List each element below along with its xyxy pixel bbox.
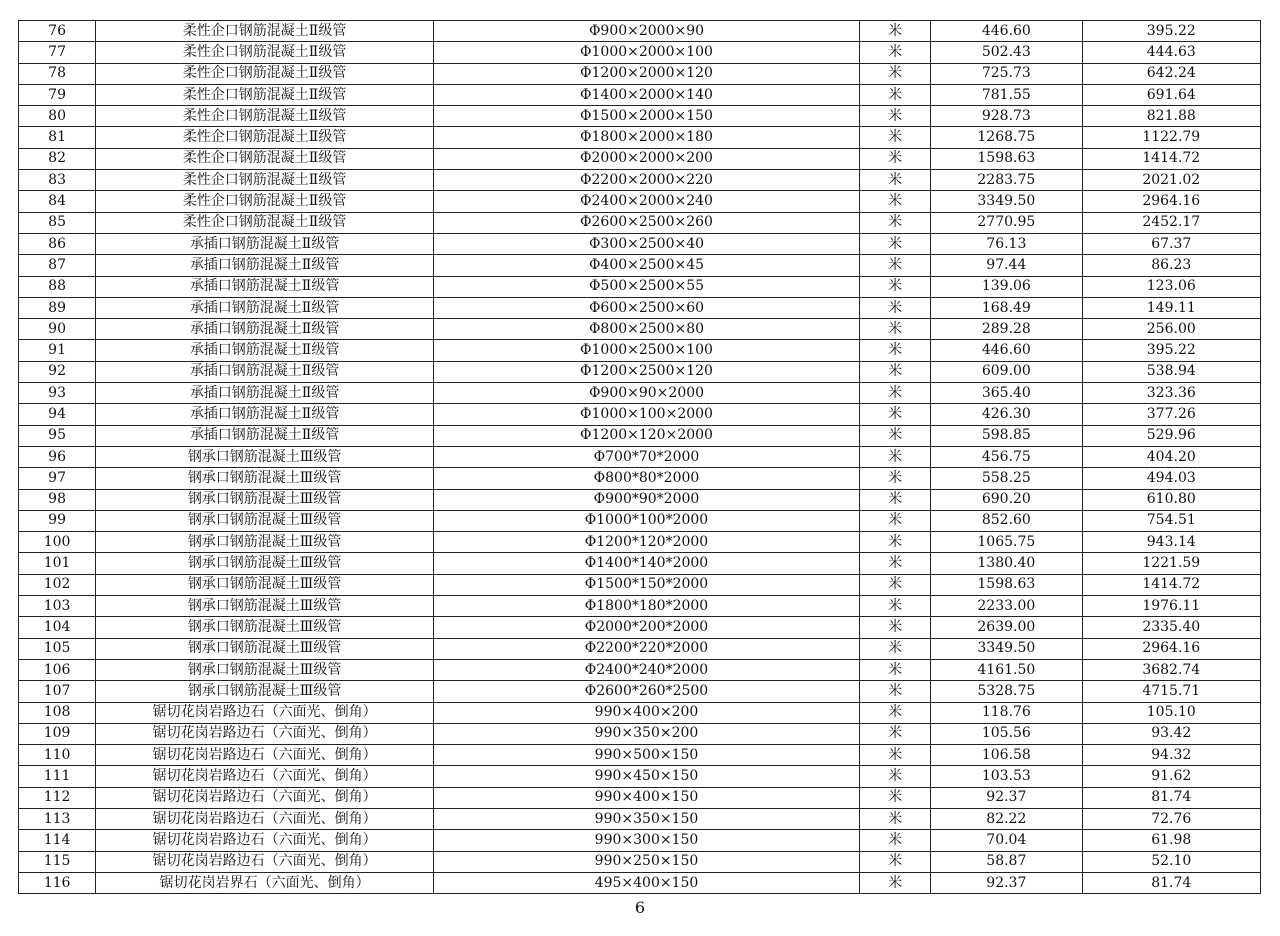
table-row <box>19 212 1261 233</box>
unit-cell: 米 <box>860 383 931 404</box>
specification-cell: 990×350×150 <box>433 808 859 829</box>
table-row <box>19 489 1261 510</box>
price-1-cell: 609.00 <box>931 361 1082 382</box>
item-name-cell: 钢承口钢筋混凝土Ⅲ级管 <box>96 532 434 553</box>
price-2-cell: 444.63 <box>1082 42 1260 63</box>
item-number-cell: 101 <box>19 553 96 574</box>
table-row <box>19 638 1261 659</box>
specification-cell: Φ1400×2000×140 <box>433 84 859 105</box>
price-1-cell: 1065.75 <box>931 532 1082 553</box>
table-row <box>19 766 1261 787</box>
item-name-cell: 锯切花岗岩路边石（六面光、倒角） <box>96 830 434 851</box>
specification-cell: Φ2200×2000×220 <box>433 170 859 191</box>
item-name-cell: 承插口钢筋混凝土Ⅱ级管 <box>96 319 434 340</box>
unit-cell: 米 <box>860 617 931 638</box>
price-1-cell: 502.43 <box>931 42 1082 63</box>
item-number-cell: 114 <box>19 830 96 851</box>
price-2-cell: 1122.79 <box>1082 127 1260 148</box>
item-number-cell: 86 <box>19 233 96 254</box>
price-2-cell: 61.98 <box>1082 830 1260 851</box>
price-1-cell: 2770.95 <box>931 212 1082 233</box>
specification-cell: Φ1400*140*2000 <box>433 553 859 574</box>
price-1-cell: 105.56 <box>931 723 1082 744</box>
unit-cell: 米 <box>860 212 931 233</box>
specification-cell: Φ1000×2500×100 <box>433 340 859 361</box>
specification-cell: Φ700*70*2000 <box>433 446 859 467</box>
item-number-cell: 104 <box>19 617 96 638</box>
item-number-cell: 90 <box>19 319 96 340</box>
price-2-cell: 943.14 <box>1082 532 1260 553</box>
price-2-cell: 377.26 <box>1082 404 1260 425</box>
price-2-cell: 72.76 <box>1082 808 1260 829</box>
table-row <box>19 191 1261 212</box>
table-row <box>19 553 1261 574</box>
item-name-cell: 承插口钢筋混凝土Ⅱ级管 <box>96 297 434 318</box>
price-2-cell: 149.11 <box>1082 297 1260 318</box>
item-number-cell: 103 <box>19 596 96 617</box>
price-1-cell: 1598.63 <box>931 148 1082 169</box>
specification-cell: 990×400×200 <box>433 702 859 723</box>
item-name-cell: 柔性企口钢筋混凝土Ⅱ级管 <box>96 63 434 84</box>
unit-cell: 米 <box>860 276 931 297</box>
price-2-cell: 93.42 <box>1082 723 1260 744</box>
specification-cell: Φ2600*260*2500 <box>433 681 859 702</box>
table-row <box>19 340 1261 361</box>
item-name-cell: 承插口钢筋混凝土Ⅱ级管 <box>96 255 434 276</box>
table-row <box>19 723 1261 744</box>
table-row <box>19 84 1261 105</box>
unit-cell: 米 <box>860 191 931 212</box>
specification-cell: Φ2400*240*2000 <box>433 659 859 680</box>
price-1-cell: 58.87 <box>931 851 1082 872</box>
item-number-cell: 94 <box>19 404 96 425</box>
price-2-cell: 105.10 <box>1082 702 1260 723</box>
price-2-cell: 2964.16 <box>1082 191 1260 212</box>
specification-cell: 990×300×150 <box>433 830 859 851</box>
price-1-cell: 97.44 <box>931 255 1082 276</box>
unit-cell: 米 <box>860 255 931 276</box>
unit-cell: 米 <box>860 63 931 84</box>
specification-cell: Φ1000*100*2000 <box>433 510 859 531</box>
item-name-cell: 柔性企口钢筋混凝土Ⅱ级管 <box>96 42 434 63</box>
price-2-cell: 395.22 <box>1082 21 1260 42</box>
specification-cell: Φ2400×2000×240 <box>433 191 859 212</box>
item-number-cell: 97 <box>19 468 96 489</box>
price-1-cell: 118.76 <box>931 702 1082 723</box>
item-number-cell: 92 <box>19 361 96 382</box>
price-2-cell: 754.51 <box>1082 510 1260 531</box>
item-name-cell: 钢承口钢筋混凝土Ⅲ级管 <box>96 574 434 595</box>
specification-cell: Φ800×2500×80 <box>433 319 859 340</box>
unit-cell: 米 <box>860 851 931 872</box>
item-name-cell: 锯切花岗岩路边石（六面光、倒角） <box>96 808 434 829</box>
specification-cell: Φ900×90×2000 <box>433 383 859 404</box>
specification-cell: Φ500×2500×55 <box>433 276 859 297</box>
price-2-cell: 821.88 <box>1082 106 1260 127</box>
price-1-cell: 456.75 <box>931 446 1082 467</box>
price-2-cell: 1221.59 <box>1082 553 1260 574</box>
price-1-cell: 139.06 <box>931 276 1082 297</box>
item-number-cell: 100 <box>19 532 96 553</box>
item-number-cell: 113 <box>19 808 96 829</box>
page-number: 6 <box>634 898 646 917</box>
unit-cell: 米 <box>860 42 931 63</box>
unit-cell: 米 <box>860 446 931 467</box>
item-name-cell: 钢承口钢筋混凝土Ⅲ级管 <box>96 489 434 510</box>
item-number-cell: 88 <box>19 276 96 297</box>
price-2-cell: 2452.17 <box>1082 212 1260 233</box>
item-name-cell: 钢承口钢筋混凝土Ⅲ级管 <box>96 510 434 531</box>
price-1-cell: 2639.00 <box>931 617 1082 638</box>
item-name-cell: 钢承口钢筋混凝土Ⅲ级管 <box>96 659 434 680</box>
unit-cell: 米 <box>860 297 931 318</box>
item-number-cell: 115 <box>19 851 96 872</box>
price-2-cell: 1414.72 <box>1082 574 1260 595</box>
item-name-cell: 锯切花岗岩路边石（六面光、倒角） <box>96 702 434 723</box>
price-2-cell: 123.06 <box>1082 276 1260 297</box>
item-name-cell: 钢承口钢筋混凝土Ⅲ级管 <box>96 468 434 489</box>
specification-cell: Φ1000×2000×100 <box>433 42 859 63</box>
price-2-cell: 86.23 <box>1082 255 1260 276</box>
table-row <box>19 383 1261 404</box>
table-row <box>19 702 1261 723</box>
specification-cell: 495×400×150 <box>433 872 859 893</box>
table-row <box>19 21 1261 42</box>
price-1-cell: 725.73 <box>931 63 1082 84</box>
price-2-cell: 1976.11 <box>1082 596 1260 617</box>
specification-cell: Φ1500×2000×150 <box>433 106 859 127</box>
specification-cell: 990×450×150 <box>433 766 859 787</box>
item-number-cell: 107 <box>19 681 96 702</box>
specification-cell: Φ300×2500×40 <box>433 233 859 254</box>
price-1-cell: 598.85 <box>931 425 1082 446</box>
specification-cell: Φ1800*180*2000 <box>433 596 859 617</box>
unit-cell: 米 <box>860 681 931 702</box>
item-number-cell: 82 <box>19 148 96 169</box>
table-row <box>19 659 1261 680</box>
unit-cell: 米 <box>860 808 931 829</box>
table-row <box>19 617 1261 638</box>
item-number-cell: 93 <box>19 383 96 404</box>
specification-cell: Φ1000×100×2000 <box>433 404 859 425</box>
item-name-cell: 承插口钢筋混凝土Ⅱ级管 <box>96 340 434 361</box>
table-row <box>19 106 1261 127</box>
unit-cell: 米 <box>860 170 931 191</box>
table-row <box>19 574 1261 595</box>
table-row <box>19 425 1261 446</box>
price-1-cell: 852.60 <box>931 510 1082 531</box>
item-name-cell: 钢承口钢筋混凝土Ⅲ级管 <box>96 681 434 702</box>
unit-cell: 米 <box>860 361 931 382</box>
unit-cell: 米 <box>860 489 931 510</box>
price-1-cell: 5328.75 <box>931 681 1082 702</box>
price-2-cell: 3682.74 <box>1082 659 1260 680</box>
item-name-cell: 钢承口钢筋混凝土Ⅲ级管 <box>96 638 434 659</box>
price-1-cell: 3349.50 <box>931 638 1082 659</box>
table-row <box>19 468 1261 489</box>
item-number-cell: 112 <box>19 787 96 808</box>
table-row <box>19 808 1261 829</box>
table-row <box>19 297 1261 318</box>
specification-cell: Φ1200×2000×120 <box>433 63 859 84</box>
unit-cell: 米 <box>860 148 931 169</box>
unit-cell: 米 <box>860 21 931 42</box>
price-table <box>18 20 1261 894</box>
table-row <box>19 532 1261 553</box>
specification-cell: Φ2000×2000×200 <box>433 148 859 169</box>
item-name-cell: 柔性企口钢筋混凝土Ⅱ级管 <box>96 170 434 191</box>
item-number-cell: 108 <box>19 702 96 723</box>
table-row <box>19 596 1261 617</box>
item-number-cell: 106 <box>19 659 96 680</box>
table-row <box>19 446 1261 467</box>
price-2-cell: 81.74 <box>1082 787 1260 808</box>
item-name-cell: 锯切花岗岩路边石（六面光、倒角） <box>96 766 434 787</box>
price-1-cell: 690.20 <box>931 489 1082 510</box>
table-row <box>19 404 1261 425</box>
item-name-cell: 承插口钢筋混凝土Ⅱ级管 <box>96 361 434 382</box>
unit-cell: 米 <box>860 553 931 574</box>
price-1-cell: 92.37 <box>931 872 1082 893</box>
item-name-cell: 钢承口钢筋混凝土Ⅲ级管 <box>96 446 434 467</box>
price-2-cell: 91.62 <box>1082 766 1260 787</box>
price-2-cell: 94.32 <box>1082 745 1260 766</box>
specification-cell: Φ2600×2500×260 <box>433 212 859 233</box>
price-1-cell: 103.53 <box>931 766 1082 787</box>
table-body <box>19 21 1261 894</box>
price-2-cell: 2021.02 <box>1082 170 1260 191</box>
price-2-cell: 4715.71 <box>1082 681 1260 702</box>
item-name-cell: 承插口钢筋混凝土Ⅱ级管 <box>96 383 434 404</box>
price-2-cell: 323.36 <box>1082 383 1260 404</box>
unit-cell: 米 <box>860 787 931 808</box>
table-row <box>19 148 1261 169</box>
specification-cell: Φ900*90*2000 <box>433 489 859 510</box>
unit-cell: 米 <box>860 532 931 553</box>
price-1-cell: 446.60 <box>931 340 1082 361</box>
unit-cell: 米 <box>860 830 931 851</box>
unit-cell: 米 <box>860 319 931 340</box>
table-row <box>19 830 1261 851</box>
table-row <box>19 233 1261 254</box>
price-1-cell: 1268.75 <box>931 127 1082 148</box>
unit-cell: 米 <box>860 84 931 105</box>
item-number-cell: 81 <box>19 127 96 148</box>
item-name-cell: 承插口钢筋混凝土Ⅱ级管 <box>96 276 434 297</box>
price-1-cell: 1598.63 <box>931 574 1082 595</box>
price-2-cell: 494.03 <box>1082 468 1260 489</box>
item-number-cell: 80 <box>19 106 96 127</box>
price-2-cell: 529.96 <box>1082 425 1260 446</box>
item-number-cell: 79 <box>19 84 96 105</box>
price-1-cell: 3349.50 <box>931 191 1082 212</box>
price-2-cell: 404.20 <box>1082 446 1260 467</box>
item-number-cell: 77 <box>19 42 96 63</box>
table-row <box>19 319 1261 340</box>
item-name-cell: 钢承口钢筋混凝土Ⅲ级管 <box>96 553 434 574</box>
price-2-cell: 395.22 <box>1082 340 1260 361</box>
price-2-cell: 2335.40 <box>1082 617 1260 638</box>
item-number-cell: 76 <box>19 21 96 42</box>
unit-cell: 米 <box>860 468 931 489</box>
table-row <box>19 170 1261 191</box>
specification-cell: Φ1500*150*2000 <box>433 574 859 595</box>
price-2-cell: 256.00 <box>1082 319 1260 340</box>
specification-cell: Φ400×2500×45 <box>433 255 859 276</box>
unit-cell: 米 <box>860 340 931 361</box>
item-name-cell: 柔性企口钢筋混凝土Ⅱ级管 <box>96 106 434 127</box>
price-2-cell: 81.74 <box>1082 872 1260 893</box>
price-1-cell: 2233.00 <box>931 596 1082 617</box>
item-number-cell: 105 <box>19 638 96 659</box>
item-name-cell: 承插口钢筋混凝土Ⅱ级管 <box>96 233 434 254</box>
item-number-cell: 99 <box>19 510 96 531</box>
price-1-cell: 106.58 <box>931 745 1082 766</box>
item-name-cell: 锯切花岗岩路边石（六面光、倒角） <box>96 723 434 744</box>
table-row <box>19 681 1261 702</box>
price-1-cell: 426.30 <box>931 404 1082 425</box>
item-name-cell: 承插口钢筋混凝土Ⅱ级管 <box>96 404 434 425</box>
price-1-cell: 82.22 <box>931 808 1082 829</box>
price-1-cell: 446.60 <box>931 21 1082 42</box>
table-row <box>19 63 1261 84</box>
price-2-cell: 610.80 <box>1082 489 1260 510</box>
price-2-cell: 642.24 <box>1082 63 1260 84</box>
price-1-cell: 365.40 <box>931 383 1082 404</box>
price-2-cell: 67.37 <box>1082 233 1260 254</box>
item-number-cell: 95 <box>19 425 96 446</box>
item-name-cell: 锯切花岗岩路边石（六面光、倒角） <box>96 851 434 872</box>
unit-cell: 米 <box>860 425 931 446</box>
specification-cell: Φ600×2500×60 <box>433 297 859 318</box>
price-2-cell: 691.64 <box>1082 84 1260 105</box>
specification-cell: Φ900×2000×90 <box>433 21 859 42</box>
item-number-cell: 110 <box>19 745 96 766</box>
unit-cell: 米 <box>860 596 931 617</box>
unit-cell: 米 <box>860 766 931 787</box>
table-row <box>19 276 1261 297</box>
unit-cell: 米 <box>860 233 931 254</box>
unit-cell: 米 <box>860 702 931 723</box>
unit-cell: 米 <box>860 510 931 531</box>
table-row <box>19 127 1261 148</box>
item-number-cell: 85 <box>19 212 96 233</box>
specification-cell: 990×500×150 <box>433 745 859 766</box>
price-1-cell: 70.04 <box>931 830 1082 851</box>
unit-cell: 米 <box>860 659 931 680</box>
item-name-cell: 锯切花岗岩路边石（六面光、倒角） <box>96 745 434 766</box>
unit-cell: 米 <box>860 404 931 425</box>
item-number-cell: 84 <box>19 191 96 212</box>
item-name-cell: 锯切花岗岩界石（六面光、倒角） <box>96 872 434 893</box>
price-1-cell: 4161.50 <box>931 659 1082 680</box>
table-row <box>19 361 1261 382</box>
item-name-cell: 柔性企口钢筋混凝土Ⅱ级管 <box>96 148 434 169</box>
price-1-cell: 781.55 <box>931 84 1082 105</box>
item-name-cell: 柔性企口钢筋混凝土Ⅱ级管 <box>96 191 434 212</box>
table-row <box>19 872 1261 893</box>
specification-cell: 990×350×200 <box>433 723 859 744</box>
price-1-cell: 2283.75 <box>931 170 1082 191</box>
table-row <box>19 510 1261 531</box>
unit-cell: 米 <box>860 638 931 659</box>
specification-cell: Φ1200×2500×120 <box>433 361 859 382</box>
item-name-cell: 钢承口钢筋混凝土Ⅲ级管 <box>96 617 434 638</box>
specification-cell: Φ1200×120×2000 <box>433 425 859 446</box>
item-name-cell: 锯切花岗岩路边石（六面光、倒角） <box>96 787 434 808</box>
item-number-cell: 96 <box>19 446 96 467</box>
item-name-cell: 柔性企口钢筋混凝土Ⅱ级管 <box>96 212 434 233</box>
item-name-cell: 柔性企口钢筋混凝土Ⅱ级管 <box>96 127 434 148</box>
specification-cell: 990×400×150 <box>433 787 859 808</box>
table-row <box>19 42 1261 63</box>
price-2-cell: 538.94 <box>1082 361 1260 382</box>
price-2-cell: 52.10 <box>1082 851 1260 872</box>
specification-cell: Φ1200*120*2000 <box>433 532 859 553</box>
specification-cell: Φ800*80*2000 <box>433 468 859 489</box>
unit-cell: 米 <box>860 872 931 893</box>
item-name-cell: 钢承口钢筋混凝土Ⅲ级管 <box>96 596 434 617</box>
unit-cell: 米 <box>860 723 931 744</box>
table-row <box>19 745 1261 766</box>
unit-cell: 米 <box>860 574 931 595</box>
price-1-cell: 92.37 <box>931 787 1082 808</box>
item-number-cell: 116 <box>19 872 96 893</box>
price-1-cell: 289.28 <box>931 319 1082 340</box>
unit-cell: 米 <box>860 745 931 766</box>
price-1-cell: 76.13 <box>931 233 1082 254</box>
unit-cell: 米 <box>860 106 931 127</box>
table-row <box>19 255 1261 276</box>
specification-cell: Φ2000*200*2000 <box>433 617 859 638</box>
specification-cell: Φ2200*220*2000 <box>433 638 859 659</box>
item-number-cell: 78 <box>19 63 96 84</box>
price-1-cell: 1380.40 <box>931 553 1082 574</box>
specification-cell: Φ1800×2000×180 <box>433 127 859 148</box>
item-number-cell: 102 <box>19 574 96 595</box>
item-name-cell: 柔性企口钢筋混凝土Ⅱ级管 <box>96 84 434 105</box>
item-number-cell: 89 <box>19 297 96 318</box>
price-1-cell: 558.25 <box>931 468 1082 489</box>
specification-cell: 990×250×150 <box>433 851 859 872</box>
item-number-cell: 91 <box>19 340 96 361</box>
item-number-cell: 98 <box>19 489 96 510</box>
item-number-cell: 109 <box>19 723 96 744</box>
table-row <box>19 851 1261 872</box>
price-1-cell: 168.49 <box>931 297 1082 318</box>
item-number-cell: 83 <box>19 170 96 191</box>
price-2-cell: 2964.16 <box>1082 638 1260 659</box>
price-1-cell: 928.73 <box>931 106 1082 127</box>
table-row <box>19 787 1261 808</box>
item-name-cell: 柔性企口钢筋混凝土Ⅱ级管 <box>96 21 434 42</box>
item-number-cell: 87 <box>19 255 96 276</box>
price-2-cell: 1414.72 <box>1082 148 1260 169</box>
item-name-cell: 承插口钢筋混凝土Ⅱ级管 <box>96 425 434 446</box>
unit-cell: 米 <box>860 127 931 148</box>
item-number-cell: 111 <box>19 766 96 787</box>
